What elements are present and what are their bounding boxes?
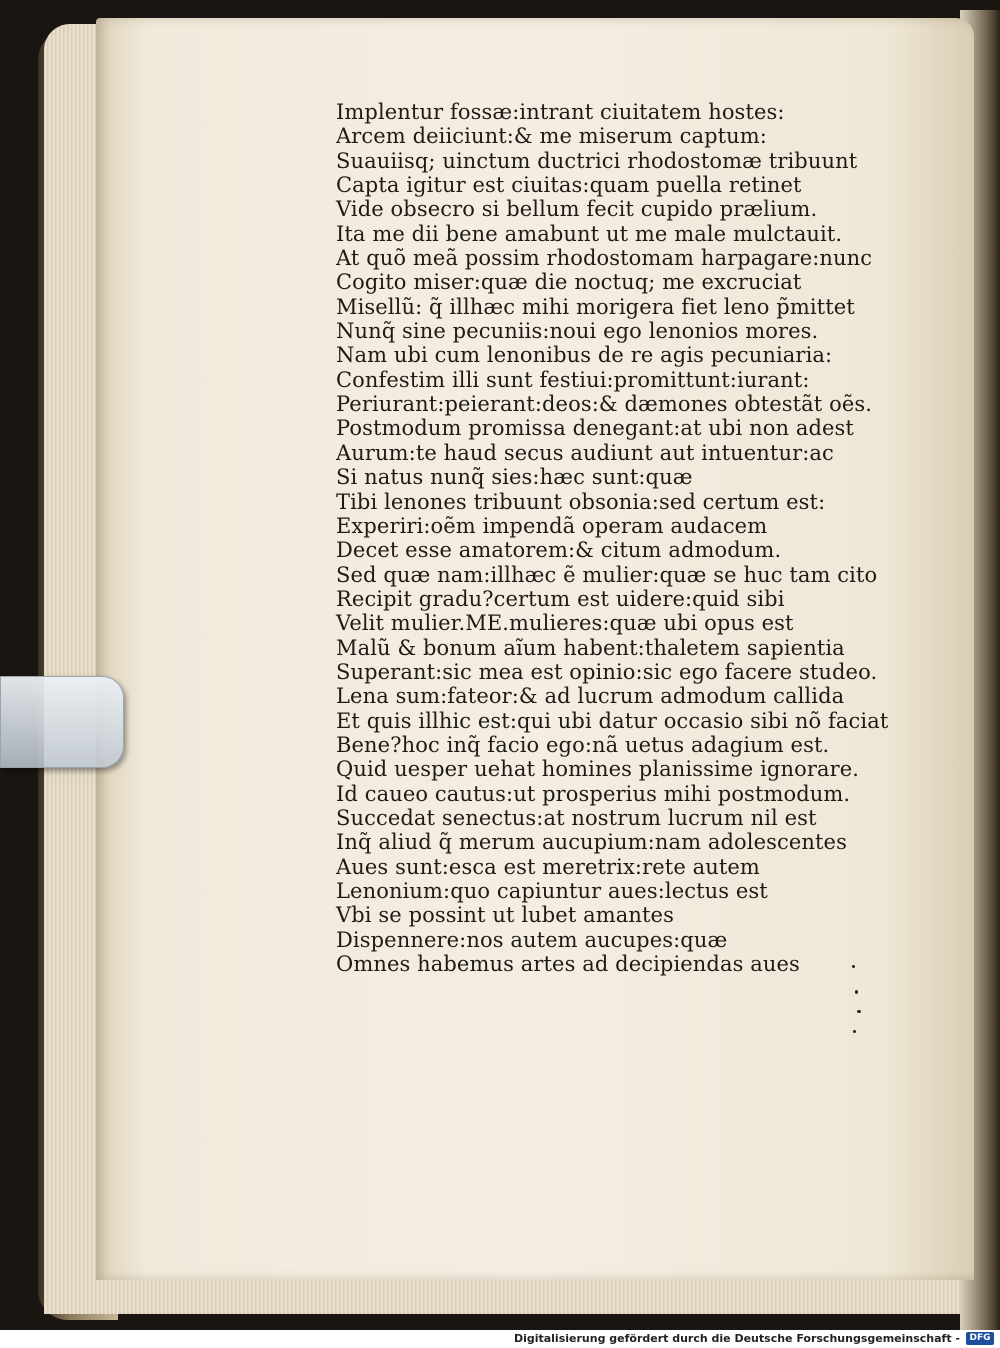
text-line: Suauiisq; uinctum ductrici rhodostomæ tribuunt [336,148,858,173]
text-line: Capta igitur est ciuitas:quam puella retinet [336,173,802,198]
text-line: At quõ meã possim rhodostomam harpagare:nunc [336,246,873,271]
text-line: Si natus nunq̃ sies:hæc sunt:quæ [336,465,693,490]
text-line: Vbi se possint ut lubet amantes [336,903,674,928]
text-line: Superant:sic mea est opinio:sic ego facere studeo. [336,659,878,684]
funding-credit: Digitalisierung gefördert durch die Deutsche Forschungsgemeinschaft - [513,1332,960,1345]
text-line: Arcem deiiciunt:& me miserum captum: [336,124,767,149]
text-line: Sed quæ nam:illhæc ẽ mulier:quæ se huc tam cito [336,562,878,587]
text-line: Vide obsecro si bellum fecit cupido prælium. [336,197,818,222]
text-line: Bene?hoc inq̃ facio ego:nã uetus adagium est. [336,732,830,757]
page-text-block [336,100,889,977]
footer-bar [0,1330,1000,1348]
text-line: Tibi lenones tribuunt obsonia:sed certum est: [336,489,826,514]
text-line: Postmodum promissa denegant:at ubi non adest [336,416,854,441]
text-line: Succedat senectus:at nostrum lucrum nil est [336,805,817,830]
text-line: Recipit gradu?certum est uidere:quid sibi [336,586,785,611]
text-line: Decet esse amatorem:& citum admodum. [336,538,782,563]
text-line: Velit mulier.ME.mulieres:quæ ubi opus est [336,611,794,636]
text-line: Malũ & bonum aĩum habent:thaletem sapientia [336,635,845,660]
text-line: Lena sum:fateor:& ad lucrum admodum callida [336,684,845,709]
page-clip [0,676,124,768]
text-line: Experiri:oẽm impendã operam audacem [336,513,768,538]
ink-speck [852,965,855,968]
text-line: Confestim illi sunt festiui:promittunt:iurant: [336,367,810,392]
text-line: Id caueo cautus:ut prosperius mihi postmodum. [336,781,851,806]
text-line: Omnes habemus artes ad decipiendas aues [336,952,800,977]
text-line: Quid uesper uehat homines planissime ignorare. [336,757,860,782]
text-line: Dispennere:nos autem aucupes:quæ [336,927,728,952]
text-line: Implentur fossæ:intrant ciuitatem hostes: [336,100,785,124]
ink-speck [853,1030,856,1033]
ink-speck [857,1010,861,1013]
text-line: Aurum:te haud secus audiunt aut intuentur:ac [336,440,834,465]
text-line: Misellũ: q̃ illhæc mihi morigera fiet leno p̃mittet [336,294,855,319]
text-line: Inq̃ aliud q̃ merum aucupium:nam adolescentes [336,830,847,855]
text-line: Aues sunt:esca est meretrix:rete autem [336,854,760,879]
ink-speck [855,990,858,994]
text-line: Lenonium:quo capiuntur aues:lectus est [336,879,768,903]
dfg-logo: DFG [966,1332,994,1345]
text-line: Nam ubi cum lenonibus de re agis pecuniaria: [336,343,833,368]
text-line: Ita me dii bene amabunt ut me male mulctauit. [336,221,843,246]
text-line: Cogito miser:quæ die noctuq; me excruciat [336,270,802,295]
text-line: Et quis illhic est:qui ubi datur occasio sibi nõ faciat [336,708,889,733]
text-line: Nunq̃ sine pecuniis:noui ego lenonios mores. [336,319,819,344]
text-line: Periurant:peierant:deos:& dæmones obtestãt oẽs. [336,392,873,417]
